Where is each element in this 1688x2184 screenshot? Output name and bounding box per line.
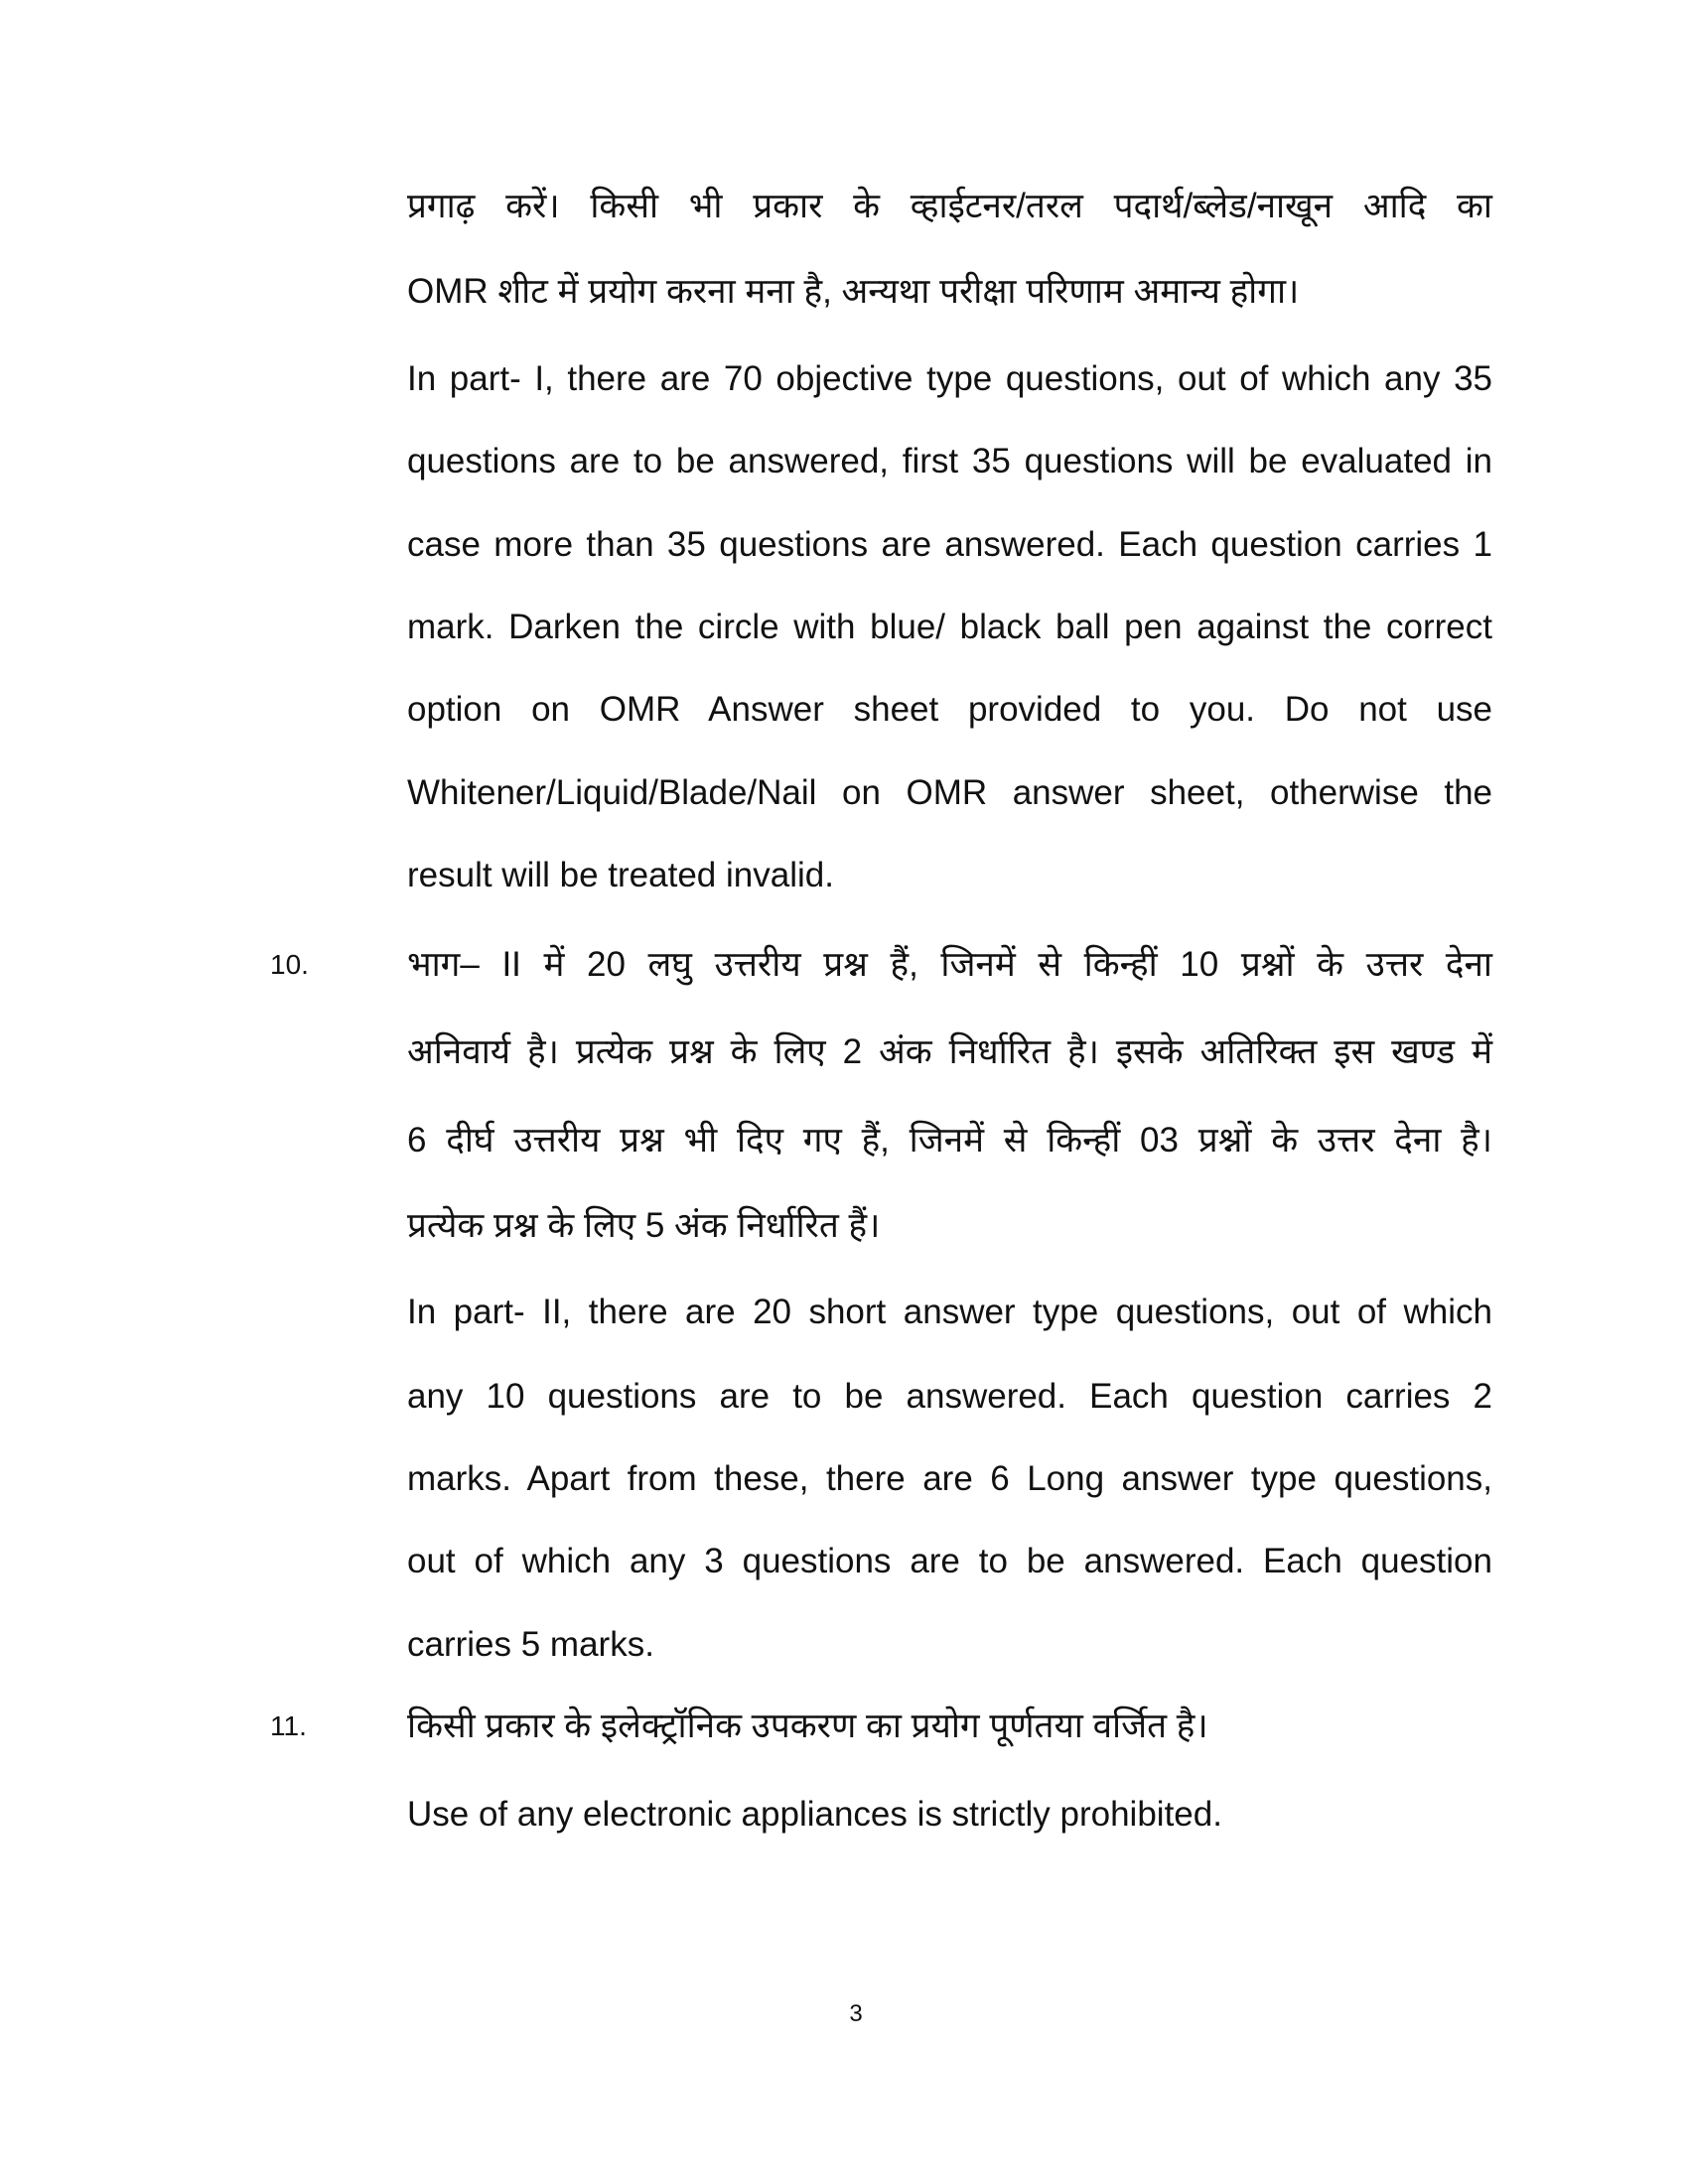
instruction-line: प्रत्येक प्रश्न के लिए 5 अंक निर्धारित हैं। (407, 1206, 881, 1245)
instruction-line: result will be treated invalid. (407, 856, 834, 894)
instruction-line: अनिवार्य है। प्रत्येक प्रश्न के लिए 2 अंक निर्धारित है। इसके अतिरिक्त इस खण्ड में (407, 1032, 1492, 1071)
instruction-line: mark. Darken the circle with blue/ black ball pen against the correct (407, 608, 1492, 646)
item-number: 11. (270, 1710, 307, 1741)
instruction-line: any 10 questions are to be answered. Each question carries 2 (407, 1377, 1492, 1416)
instruction-line: option on OMR Answer sheet provided to you. Do not use (407, 690, 1492, 729)
instruction-line: carries 5 marks. (407, 1625, 654, 1664)
instruction-line: marks. Apart from these, there are 6 Long answer type questions, (407, 1459, 1492, 1498)
instruction-line: Use of any electronic appliances is strictly prohibited. (407, 1795, 1222, 1834)
item-number: 10. (270, 949, 309, 980)
page-number: 3 (849, 2000, 863, 2027)
instruction-line: भाग– II में 20 लघु उत्तरीय प्रश्न हैं, जिनमें से किन्हीं 10 प्रश्नों के उत्तर देना (407, 945, 1492, 984)
instruction-line: किसी प्रकार के इलेक्ट्रॉनिक उपकरण का प्रयोग पूर्णतया वर्जित है। (407, 1706, 1208, 1745)
instruction-line: out of which any 3 questions are to be answered. Each question (407, 1542, 1492, 1580)
instruction-line: 6 दीर्घ उत्तरीय प्रश्न भी दिए गए हैं, जिनमें से किन्हीं 03 प्रश्नों के उत्तर देना है। (407, 1121, 1492, 1160)
instruction-line: In part- I, there are 70 objective type questions, out of which any 35 (407, 359, 1492, 398)
instruction-line: In part- II, there are 20 short answer type questions, out of which (407, 1293, 1492, 1331)
instruction-line: questions are to be answered, first 35 questions will be evaluated in (407, 442, 1492, 480)
instruction-line: case more than 35 questions are answered. Each question carries 1 (407, 525, 1492, 564)
instruction-line: Whitener/Liquid/Blade/Nail on OMR answer sheet, otherwise the (407, 773, 1492, 812)
instruction-line: OMR शीट में प्रयोग करना मना है, अन्यथा परीक्षा परिणाम अमान्य होगा। (407, 272, 1300, 311)
instruction-line: प्रगाढ़ करें। किसी भी प्रकार के व्हाईटनर/तरल पदार्थ/ब्लेड/नाखून आदि का (407, 187, 1492, 225)
